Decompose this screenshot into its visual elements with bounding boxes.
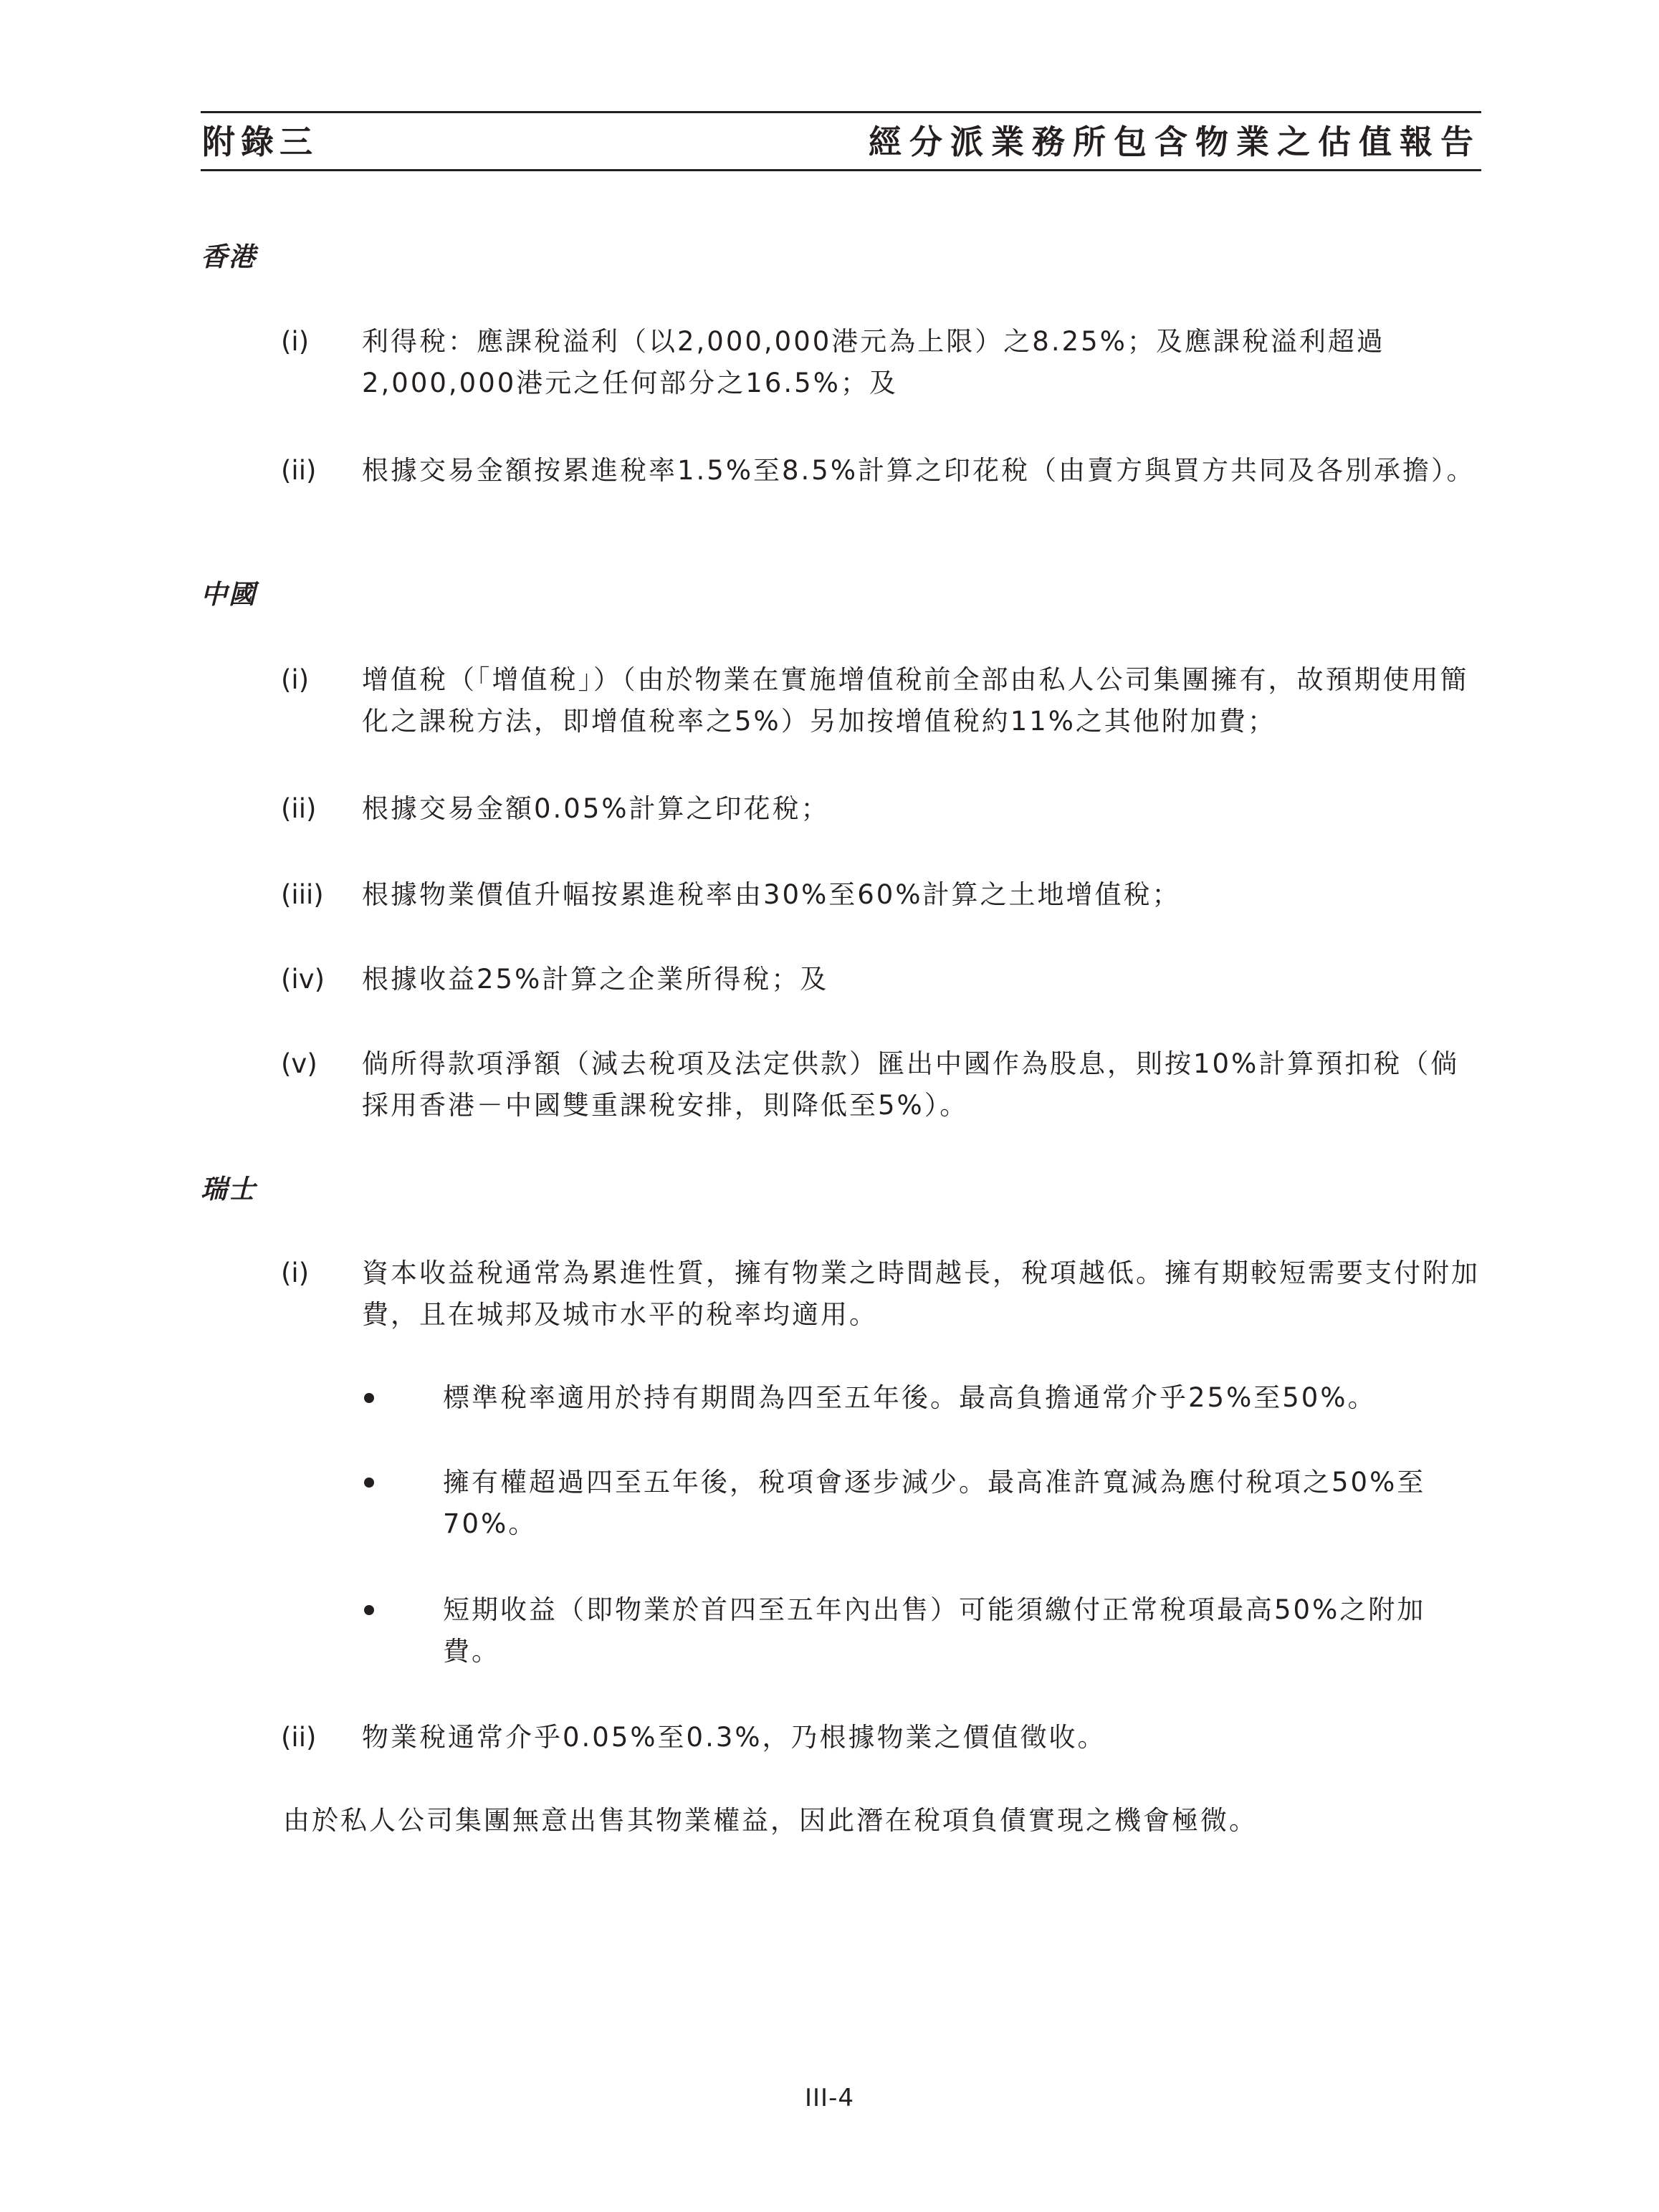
bullet-dot [364,1393,374,1403]
section-title-switzerland: 瑞士 [201,1174,257,1205]
appendix-label: 附錄三 [202,123,318,161]
cn-item-1-text: 增值稅（「增值稅」）（由於物業在實施增值稅前全部由私人公司集團擁有，故預期使用簡化之課稅方法，即增值稅率之5%）另加按增值稅約11%之其他附加費； [362,664,1469,737]
cn-item-3-text: 根據物業價值升幅按累進稅率由30%至60%計算之土地增值稅； [362,879,1181,910]
hk-item-1-text: 利得稅：應課稅溢利（以2,000,000港元為上限）之8.25%；及應課稅溢利超過2,000,000港元之任何部分之16.5%；及 [362,326,1385,398]
cn-item-5-text: 倘所得款項淨額（減去稅項及法定供款）匯出中國作為股息，則按10%計算預扣稅（倘採用香港－中國雙重課稅安排，則降低至5%）。 [362,1048,1460,1121]
hk-item-2-text: 根據交易金額按累進稅率1.5%至8.5%計算之印花稅（由賣方與買方共同及各別承擔）。 [362,455,1476,486]
ch-item-1-text: 資本收益稅通常為累進性質，擁有物業之時間越長，稅項越低。擁有期較短需要支付附加費，且在城邦及城市水平的稅率均適用。 [362,1258,1480,1330]
ch-item-2-text: 物業稅通常介乎0.05%至0.3%，乃根據物業之價值徵收。 [362,1722,1106,1753]
page-number: III-4 [805,2084,854,2112]
hk-item-1-marker: (i) [281,326,310,357]
ch-bullet-2-text: 擁有權超過四至五年後，稅項會逐步減少。最高准許寬減為應付稅項之50%至70%。 [443,1467,1426,1539]
ch-bullet-3-text: 短期收益（即物業於首四至五年內出售）可能須繳付正常稅項最高50%之附加費。 [443,1594,1426,1667]
hk-item-2-marker: (ii) [281,455,317,486]
closing-paragraph: 由於私人公司集團無意出售其物業權益，因此潛在稅項負債實現之機會極微。 [283,1805,1258,1836]
cn-item-4-marker: (iv) [281,964,325,995]
bullet-dot [364,1605,374,1615]
ch-item-1-marker: (i) [281,1258,310,1288]
header-bottom-rule [201,169,1481,171]
section-title-hong-kong: 香港 [201,241,257,272]
cn-item-4-text: 根據收益25%計算之企業所得稅；及 [362,964,829,995]
bullet-dot [364,1478,374,1488]
header-top-rule [201,111,1481,113]
report-title: 經分派業務所包含物業之估值報告 [869,123,1481,161]
ch-bullet-1-text: 標準稅率適用於持有期間為四至五年後。最高負擔通常介乎25%至50%。 [443,1382,1377,1413]
cn-item-2-marker: (ii) [281,793,317,824]
cn-item-2-text: 根據交易金額0.05%計算之印花稅； [362,793,830,824]
cn-item-1-marker: (i) [281,664,310,695]
section-title-china: 中國 [201,579,257,610]
cn-item-5-marker: (v) [281,1048,317,1079]
cn-item-3-marker: (iii) [281,879,324,910]
ch-item-2-marker: (ii) [281,1722,317,1753]
